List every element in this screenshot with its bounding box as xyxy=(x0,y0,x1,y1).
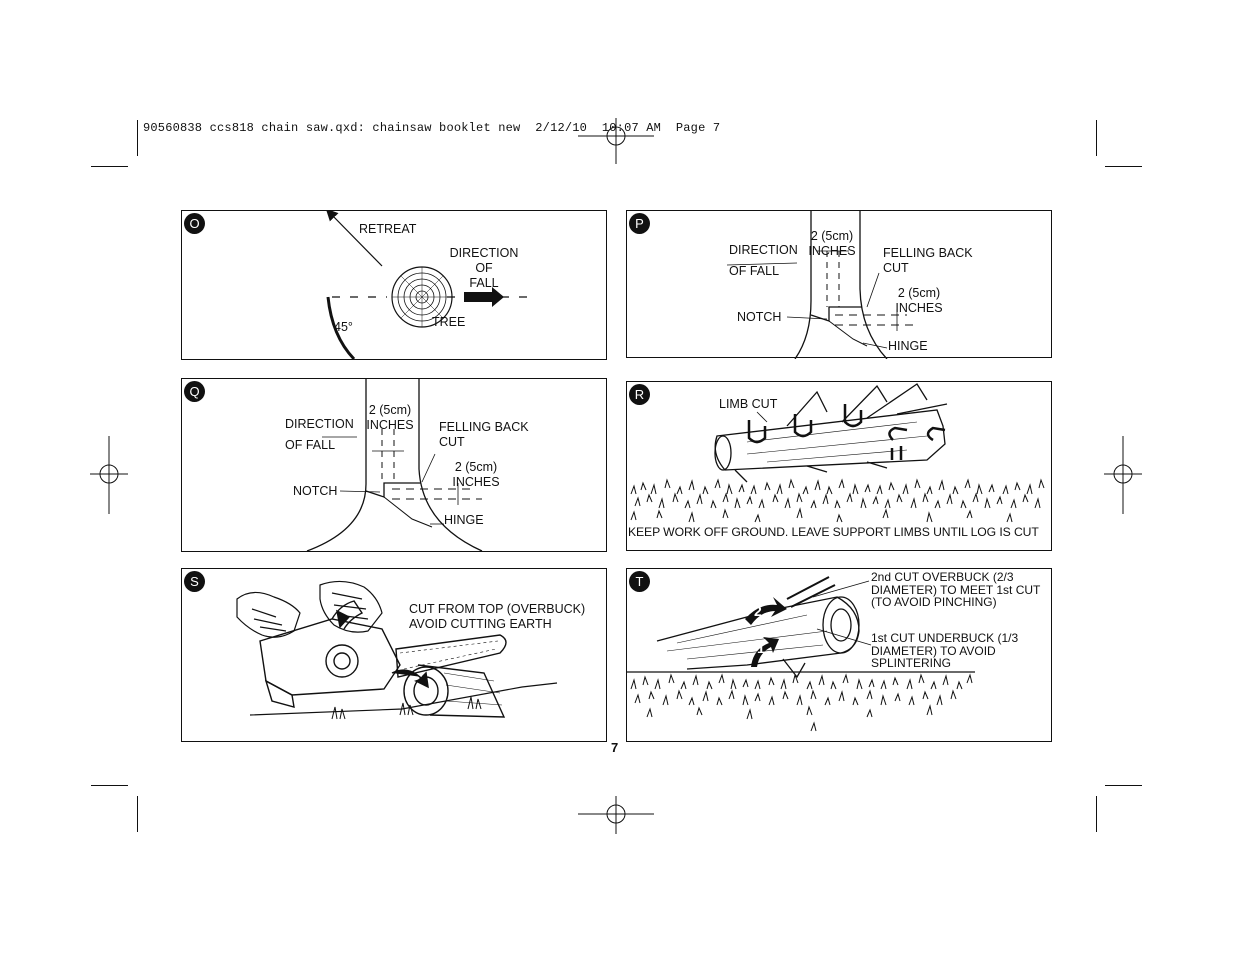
panel-s-illustration xyxy=(182,569,608,743)
panel-t-bucking xyxy=(626,568,1052,742)
crop-mark xyxy=(137,796,138,832)
registration-mark-bottom xyxy=(578,796,656,836)
retreat-arrow xyxy=(330,213,382,266)
p-notch-label: NOTCH xyxy=(737,310,782,324)
p-inches-side-label: 2 (5cm) INCHES xyxy=(895,286,943,315)
panel-s-overbuck xyxy=(181,568,607,742)
angle-label: 45° xyxy=(334,320,353,334)
panel-p-felling-cuts xyxy=(626,210,1052,358)
q-of-fall-label: OF FALL xyxy=(285,438,336,452)
first-cut-label: 1st CUT UNDERBUCK (1/3 DIAMETER) TO AVOID SPLINTERING xyxy=(871,631,1019,670)
panel-s-badge: S xyxy=(184,571,205,592)
file-slug: 90560838 ccs818 chain saw.qxd: chainsaw booklet new 2/12/10 10:07 AM Page 7 xyxy=(143,121,721,135)
second-cut-number: 2 xyxy=(754,603,762,619)
crop-mark xyxy=(1096,120,1097,156)
grass-texture xyxy=(631,675,972,731)
r-caption: KEEP WORK OFF GROUND. LEAVE SUPPORT LIMBS UNTIL LOG IS CUT xyxy=(628,525,1039,539)
crop-mark xyxy=(91,166,128,167)
panel-r-badge: R xyxy=(629,384,650,405)
panel-o-felling-direction xyxy=(181,210,607,360)
registration-mark-top xyxy=(578,118,656,166)
crop-mark xyxy=(1105,166,1142,167)
q-hinge-label: HINGE xyxy=(444,513,484,527)
q-inches-top-label: 2 (5cm) INCHES xyxy=(366,403,414,432)
q-direction-label: DIRECTION xyxy=(285,417,354,431)
crop-mark xyxy=(137,120,138,156)
direction-of-fall-label: DIRECTION OF FALL xyxy=(449,246,519,290)
s-caption: CUT FROM TOP (OVERBUCK) AVOID CUTTING EARTH xyxy=(409,602,586,631)
registration-mark-right xyxy=(1104,436,1144,516)
retreat-label: RETREAT xyxy=(359,222,417,236)
log-icon xyxy=(404,665,504,717)
panel-o-badge: O xyxy=(184,213,205,234)
limb-cut-label: LIMB CUT xyxy=(719,397,778,411)
p-felling-back-cut-label: FELLING BACK CUT xyxy=(883,246,973,275)
second-cut-label: 2nd CUT OVERBUCK (2/3 DIAMETER) TO MEET 1st CUT (TO AVOID PINCHING) xyxy=(871,570,1041,609)
cut-arrows xyxy=(745,597,787,667)
p-of-fall-label: OF FALL xyxy=(729,264,780,278)
rotation-arrow xyxy=(392,670,428,687)
tree-label: TREE xyxy=(432,315,466,329)
crop-mark xyxy=(1096,796,1097,832)
registration-mark-left xyxy=(90,436,130,516)
panel-q-badge: Q xyxy=(184,381,205,402)
panel-q-felling-cuts xyxy=(181,378,607,552)
crop-mark xyxy=(91,785,128,786)
p-inches-top-label: 2 (5cm) INCHES xyxy=(808,229,856,258)
q-notch-label: NOTCH xyxy=(293,484,338,498)
grass-texture xyxy=(631,480,1044,522)
page-number: 7 xyxy=(611,740,619,755)
q-inches-side-label: 2 (5cm) INCHES xyxy=(452,460,500,489)
panel-t-badge: T xyxy=(629,571,650,592)
p-hinge-label: HINGE xyxy=(888,339,928,353)
first-cut-number: 1 xyxy=(757,640,765,656)
panel-p-badge: P xyxy=(629,213,650,234)
panel-r-limbing xyxy=(626,381,1052,551)
q-felling-back-cut-label: FELLING BACK CUT xyxy=(439,420,529,449)
p-direction-label: DIRECTION xyxy=(729,243,798,257)
crop-mark xyxy=(1105,785,1142,786)
